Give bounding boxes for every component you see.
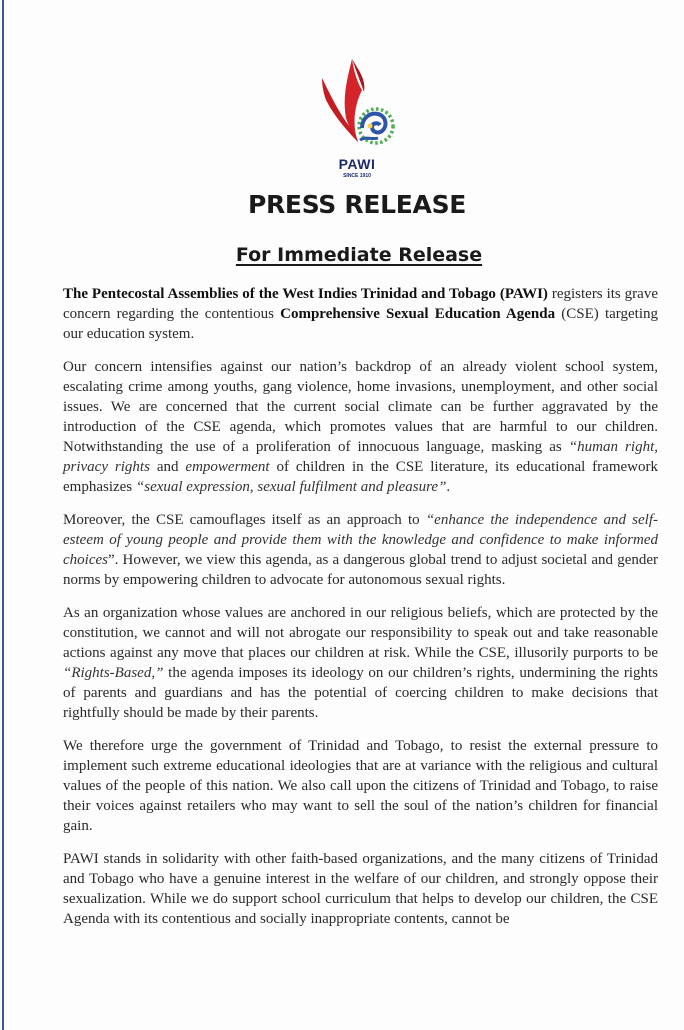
pawi-emblem-icon xyxy=(312,56,402,156)
italic-run: “sexual expression, sexual fulfilment and pleasure” xyxy=(135,479,447,495)
text-run: We therefore urge the government of Trinidad and Tobago, to resist the external pressure to implement such extreme educational ideologies that are at variance with the religious and cultural values of the people of this nation. We also call upon the citizens of Trinidad and Tobago, to raise their voices against retailers who may want to sell the soul of the nation’s children for financial gain. xyxy=(63,738,658,834)
italic-run: “human right, privacy rights xyxy=(63,439,658,475)
text-run: . xyxy=(446,479,451,495)
page-title: PRESS RELEASE xyxy=(247,190,467,219)
text-run: and xyxy=(149,459,186,475)
pawi-logo xyxy=(312,56,402,182)
paragraph-5 xyxy=(63,736,658,836)
paragraph-6 xyxy=(63,849,658,929)
italic-run: “enhance the independence and self-esteem of young people and provide them with the knowledge and confidence to make informed choices xyxy=(63,512,658,568)
text-run: (CSE) targeting our education system. xyxy=(63,306,659,342)
org-name: The Pentecostal Assemblies of the West Indies Trinidad and Tobago (PAWI) xyxy=(63,286,548,302)
page-subtitle: For Immediate Release xyxy=(235,244,483,266)
text-run: As an organization whose values are anchored in our religious beliefs, which are protected by the constitution, we cannot and will not abrogate our responsibility to speak out and take reasonable actions against any move that places our children at risk. While the CSE, illusorily purports to be xyxy=(63,605,658,661)
logo-name: PAWI xyxy=(338,156,376,172)
text-run: ”. However, we view this agenda, as a dangerous global trend to adjust societal and gender norms by empowering children to advocate for autonomous sexual rights. xyxy=(63,552,658,588)
italic-run: “Rights-Based,” xyxy=(63,665,164,681)
text-run: of children in the CSE literature, its educational framework emphasizes xyxy=(63,459,658,495)
text-run: the agenda imposes its ideology on our children’s rights, undermining the rights of parents and guardians and has the potential of coercing children to make decisions that rightfully should be made by their parents. xyxy=(63,665,658,721)
paragraph-2 xyxy=(63,357,658,497)
text-run: Moreover, the CSE camouflages itself as an approach to xyxy=(63,512,426,528)
logo-since: SINCE 1910 xyxy=(343,173,371,179)
text-run: PAWI stands in solidarity with other faith-based organizations, and the many citizens of Trinidad and Tobago who have a genuine interest in the welfare of our children, and strongly oppose their sexualization. While we do support school curriculum that helps to develop our children, the CSE Agenda with its contentious and socially inappropriate contents, cannot be xyxy=(63,851,658,927)
paragraph-1 xyxy=(63,284,658,344)
press-release-body xyxy=(63,284,658,942)
italic-run: empowerment xyxy=(185,459,270,475)
text-run: registers its grave concern regarding the contentious xyxy=(63,286,658,322)
paragraph-3 xyxy=(63,510,658,590)
text-run: Our concern intensifies against our nation’s backdrop of an already violent school system, escalating crime among youths, gang violence, home invasions, unemployment, and other social issues. We are concerned that the current social climate can be further aggravated by the introduction of the CSE agenda, which promotes values that are harmful to our children. Notwithstanding the use of a proliferation of innocuous language, masking as xyxy=(63,359,658,455)
paragraph-4 xyxy=(63,603,658,723)
agenda-name: Comprehensive Sexual Education Agenda xyxy=(280,306,556,322)
page-border xyxy=(2,0,4,1030)
